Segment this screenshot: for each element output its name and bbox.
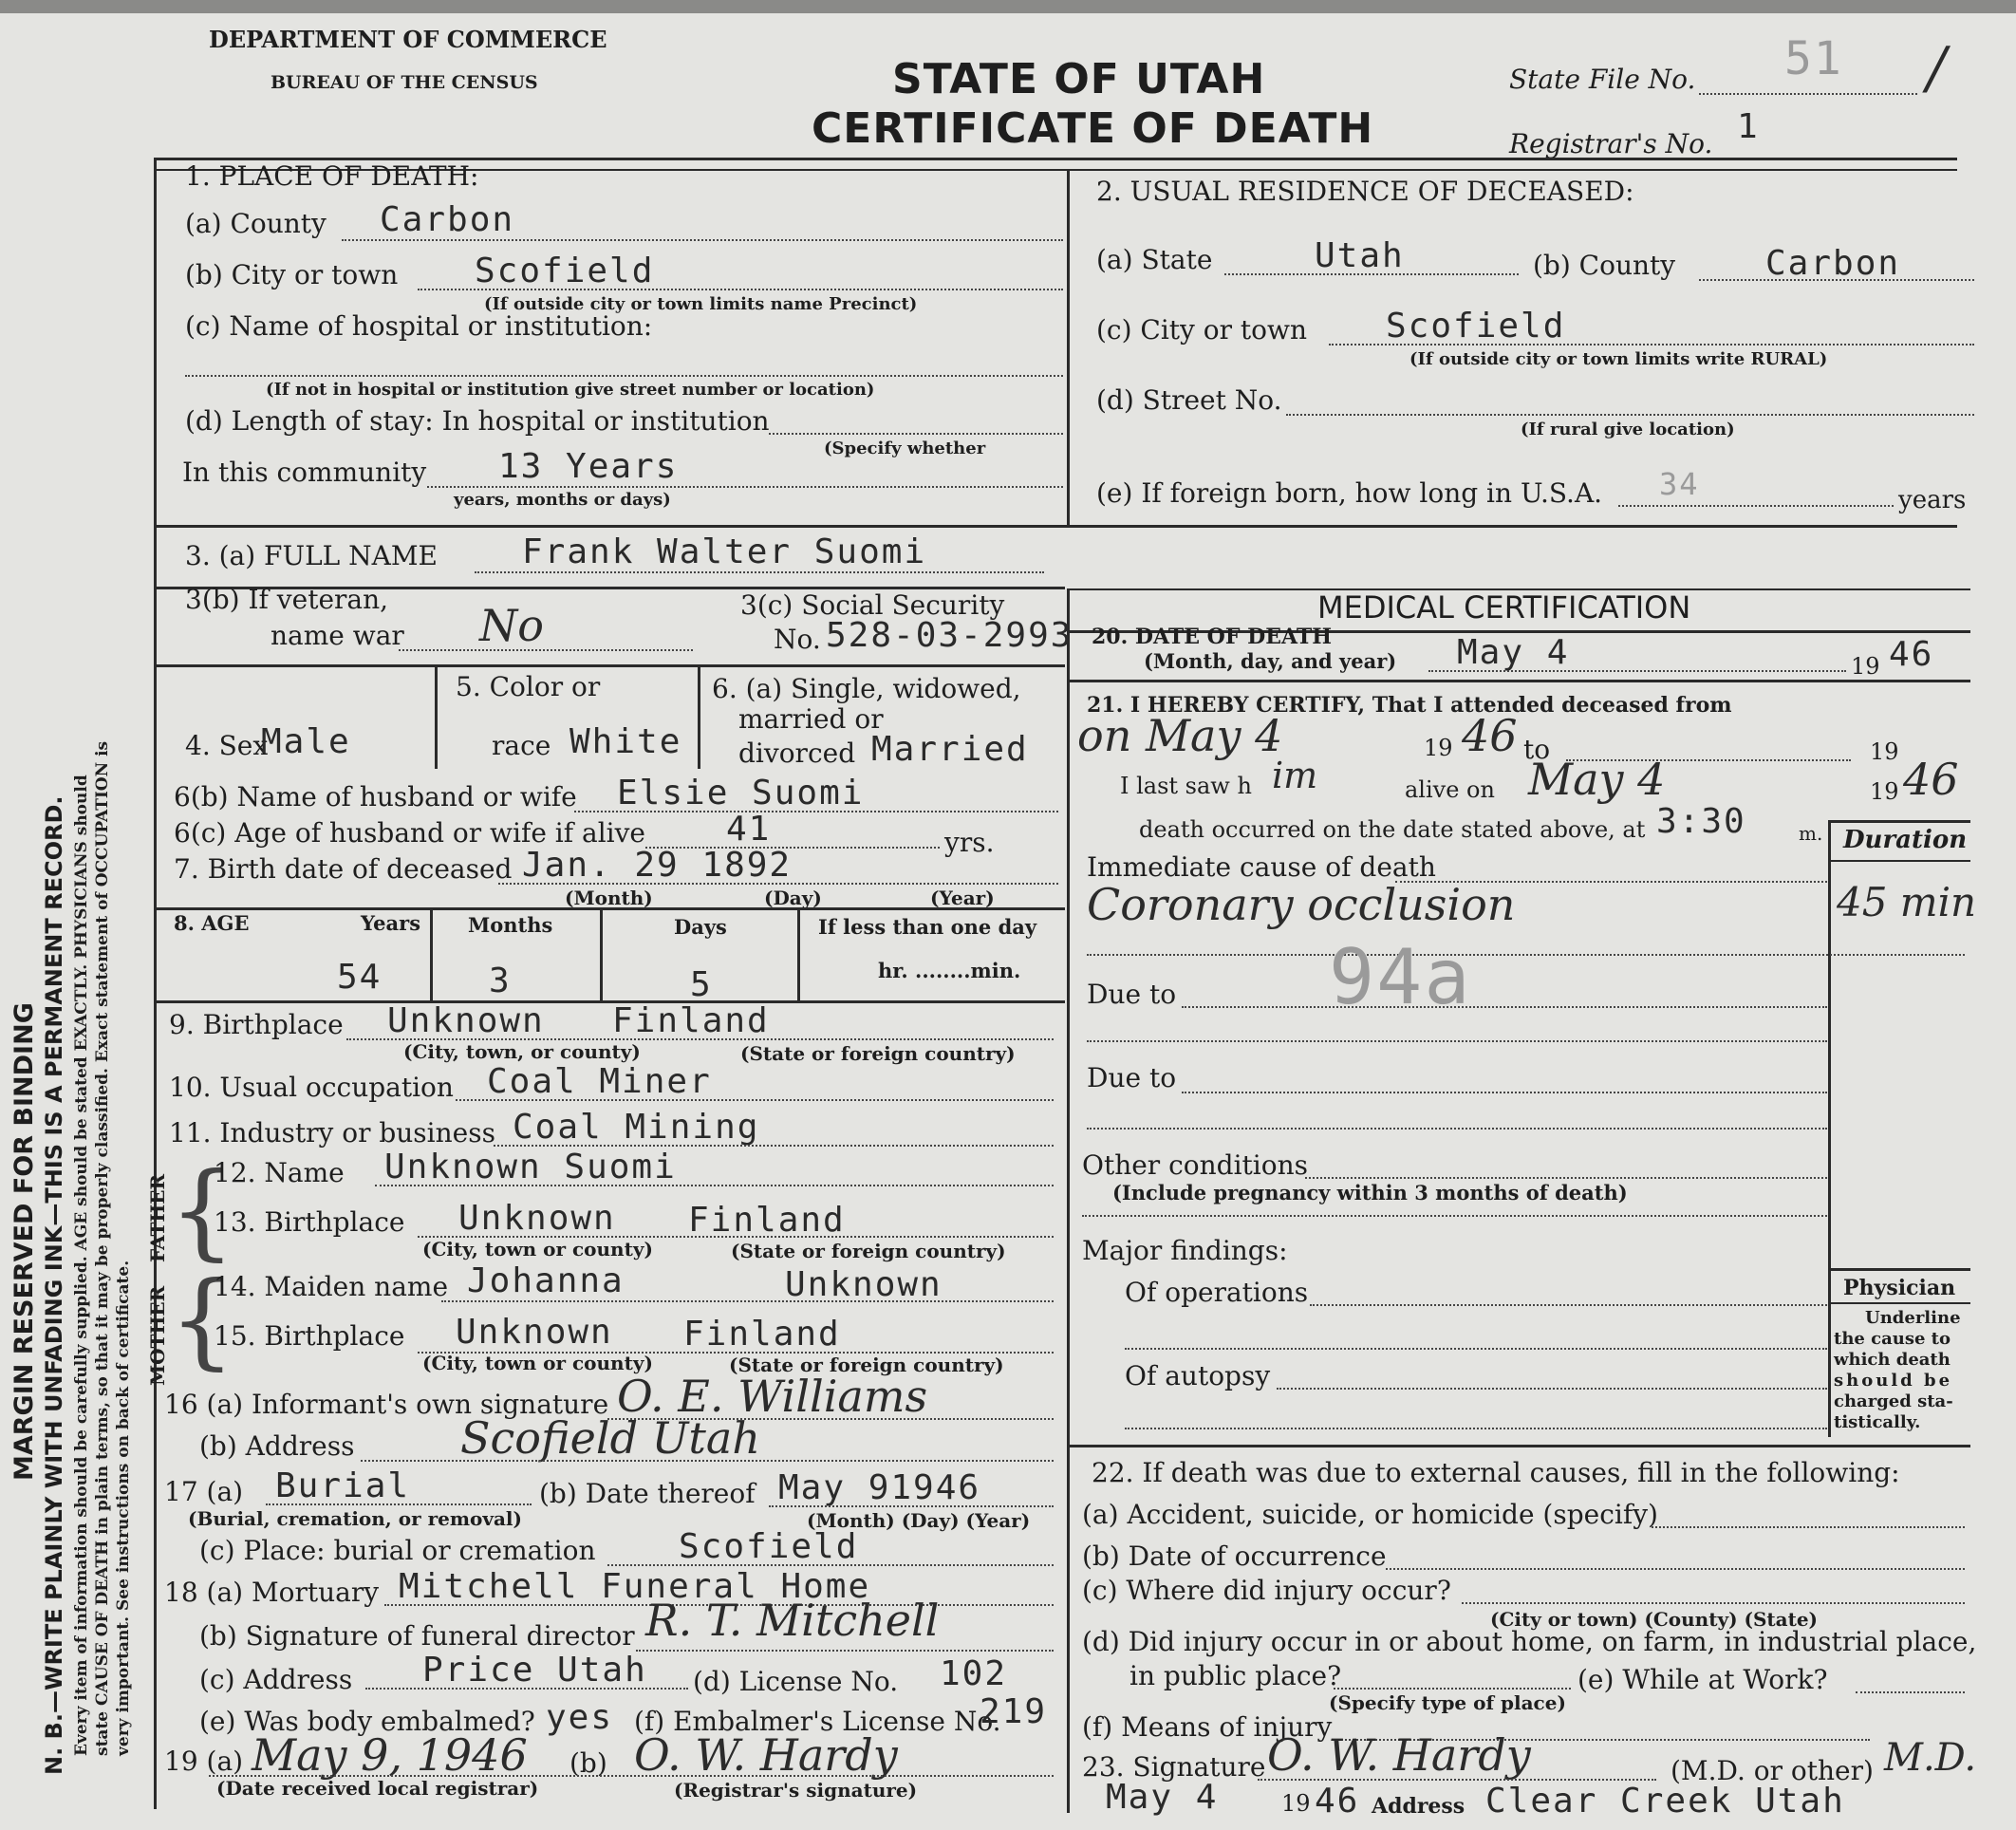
fd-address: Price Utah xyxy=(422,1651,647,1690)
burial-place: Scofield xyxy=(679,1527,859,1566)
res-foreign-line xyxy=(1618,505,1894,507)
res-state-label: (a) State xyxy=(1096,244,1213,275)
father-state-note: (State or foreign country) xyxy=(731,1240,1006,1262)
signature-line xyxy=(1258,1779,1656,1781)
birthplace-label: 9. Birthplace xyxy=(169,1009,344,1040)
mother-city-note: (City, town or county) xyxy=(422,1352,653,1374)
res-county: Carbon xyxy=(1765,244,1901,283)
physician-heading: Physician xyxy=(1843,1276,1956,1300)
marital-label-2: married or xyxy=(738,703,884,735)
occupation-value: Coal Miner xyxy=(487,1062,712,1101)
license-label: (d) License No. xyxy=(693,1666,899,1697)
autopsy-label: Of autopsy xyxy=(1125,1360,1271,1391)
physician-note-3: should be xyxy=(1834,1371,1953,1391)
embalmed-value: yes xyxy=(546,1698,614,1737)
mortuary-value: Mitchell Funeral Home xyxy=(399,1567,871,1606)
occupation-line xyxy=(456,1099,1054,1101)
father-birth-country: Finland xyxy=(688,1201,846,1240)
place-community-line xyxy=(427,486,1063,488)
place-community-label: In this community xyxy=(182,457,427,488)
physician-note-1: the cause to xyxy=(1834,1329,1951,1349)
external-d-label: (d) Did injury occur in or about home, on farm, in industrial place, xyxy=(1082,1626,1977,1657)
res-street-label: (d) Street No. xyxy=(1096,384,1282,416)
external-c-line xyxy=(1462,1602,1965,1604)
fd-address-line xyxy=(365,1688,688,1690)
external-a-line xyxy=(1652,1526,1965,1528)
res-years-label: years xyxy=(1898,486,1967,514)
age-less-label: If less than one day xyxy=(818,915,1037,939)
immediate-cause: Coronary occlusion xyxy=(1087,879,1516,930)
mother-state-note: (State or foreign country) xyxy=(729,1354,1004,1376)
age-years-label: Years xyxy=(361,911,421,935)
external-e-line xyxy=(1856,1691,1965,1693)
mortuary-label: 18 (a) Mortuary xyxy=(164,1577,380,1608)
received-date: May 9, 1946 xyxy=(252,1729,528,1781)
last-saw-him: im xyxy=(1272,755,1318,796)
veteran-label-2: name war xyxy=(271,620,404,651)
state-title: STATE OF UTAH xyxy=(892,55,1266,103)
color-label-2: race xyxy=(492,730,551,761)
father-birth-city: Unknown xyxy=(458,1199,616,1238)
burial-value: Burial xyxy=(275,1466,411,1505)
state-file-label: State File No. xyxy=(1509,64,1696,95)
attended-from: on May 4 xyxy=(1077,710,1283,761)
duration-col-top xyxy=(1828,820,1970,823)
signature-label: 23. Signature xyxy=(1082,1751,1266,1783)
full-name-label: 3. (a) FULL NAME xyxy=(185,540,438,571)
dod-note: (Month, day, and year) xyxy=(1144,649,1397,673)
registrar-no-label: Registrar's No. xyxy=(1509,128,1713,159)
physician-note-4: charged sta- xyxy=(1834,1391,1953,1411)
physician-note-0: Underline xyxy=(1865,1308,1961,1328)
mother-last: Unknown xyxy=(785,1265,943,1304)
res-city: Scofield xyxy=(1386,307,1566,345)
sex-label: 4. Sex xyxy=(185,730,269,761)
mother-maiden-line xyxy=(441,1300,1054,1302)
registrar-note: (Registrar's signature) xyxy=(674,1779,918,1802)
mother-birth-city: Unknown xyxy=(456,1313,613,1352)
age-box-top xyxy=(154,907,1065,910)
due2-line-2 xyxy=(1087,1128,1827,1130)
operations-line xyxy=(1310,1304,1827,1306)
last-saw-label: I last saw h xyxy=(1120,773,1252,799)
date-thereof-label: (b) Date thereof xyxy=(539,1478,756,1509)
margin-instructions-1: Every item of information should be carefully supplied. AGE should be stated EXACTLY. PHYSICIANS should xyxy=(72,775,91,1756)
birth-value: Jan. 29 1892 xyxy=(522,846,793,885)
external-b-line xyxy=(1386,1568,1965,1570)
place-city: Scofield xyxy=(475,252,655,290)
age-days: 5 xyxy=(690,965,713,1004)
immediate-line-2 xyxy=(1087,954,1965,956)
external-b-label: (b) Date of occurrence xyxy=(1082,1541,1387,1572)
scan-edge xyxy=(0,0,2016,13)
marital-label-3: divorced xyxy=(738,738,856,769)
state-file-line xyxy=(1699,93,1917,95)
ssn-label-1: 3(c) Social Security xyxy=(740,589,1005,621)
color-label-1: 5. Color or xyxy=(456,671,601,702)
father-brace: { xyxy=(169,1149,235,1271)
age-divider-3 xyxy=(797,909,800,1000)
due1-line xyxy=(1182,1006,1827,1008)
embalmer-label: (f) Embalmer's License No. xyxy=(634,1706,1001,1737)
color-divider xyxy=(698,666,700,769)
margin-instructions-2: state CAUSE OF DEATH in plain terms, so that it may be properly classified. Exact statement of OCCUPATION is xyxy=(93,740,112,1756)
to-year-prefix: 19 xyxy=(1870,738,1899,765)
ssn-label-2: No. xyxy=(774,624,821,655)
other-note: (Include pregnancy within 3 months of death) xyxy=(1112,1181,1628,1204)
res-city-label: (c) City or town xyxy=(1096,314,1308,345)
dod-value: May 4 xyxy=(1457,633,1570,672)
to-label: to xyxy=(1523,734,1551,765)
alive-year: 46 xyxy=(1903,754,1959,805)
place-hospital-label: (c) Name of hospital or institution: xyxy=(185,310,653,342)
age-days-label: Days xyxy=(674,915,727,939)
age-months-label: Months xyxy=(468,913,553,937)
external-heading: 22. If death was due to external causes, fill in the following: xyxy=(1092,1457,1900,1488)
sig-year-prefix: 19 xyxy=(1281,1790,1311,1817)
informant-label: 16 (a) Informant's own signature xyxy=(164,1389,609,1420)
spouse-value: Elsie Suomi xyxy=(617,774,865,812)
place-specify-note: (Specify whether xyxy=(824,439,986,458)
res-county-label: (b) County xyxy=(1533,250,1676,281)
place-community-note: years, months or days) xyxy=(454,490,671,510)
father-name-line xyxy=(375,1185,1054,1186)
md-label: (M.D. or other) xyxy=(1671,1755,1874,1786)
informant-address-line xyxy=(361,1460,1054,1462)
age-label: 8. AGE xyxy=(174,911,250,935)
operations-label: Of operations xyxy=(1125,1277,1309,1308)
birth-label: 7. Birth date of deceased xyxy=(174,853,513,885)
age-divider-2 xyxy=(600,909,603,1000)
from-year-prefix: 19 xyxy=(1424,735,1453,761)
operations-line-2 xyxy=(1125,1348,1827,1350)
date-thereof-note: (Month) (Day) (Year) xyxy=(807,1509,1031,1532)
yrs-label: yrs. xyxy=(944,827,995,858)
date-thereof-line xyxy=(769,1505,1054,1507)
external-c-note: (City or town) (County) (State) xyxy=(1490,1608,1819,1631)
spouse-age-label: 6(c) Age of husband or wife if alive xyxy=(174,817,645,849)
place-county-line xyxy=(342,239,1063,241)
duration-col-left xyxy=(1828,820,1831,1437)
age-hrmin: hr. ........min. xyxy=(878,959,1021,982)
occupation-label: 10. Usual occupation xyxy=(169,1072,454,1103)
res-foreign: 34 xyxy=(1659,466,1700,502)
due2-label: Due to xyxy=(1087,1062,1177,1093)
medical-bottom xyxy=(1069,1445,1970,1447)
res-street-line xyxy=(1286,414,1974,416)
duration-col-sep xyxy=(1828,860,1970,862)
margin-instructions-3: very important. See instructions on back of certificate. xyxy=(114,1260,133,1756)
external-d-note: (Specify type of place) xyxy=(1329,1691,1566,1714)
res-state-line xyxy=(1224,273,1519,275)
father-birth-label: 13. Birthplace xyxy=(214,1206,405,1238)
place-hospital-note: (If not in hospital or institution give street number or location) xyxy=(266,380,875,400)
physician-note-2: which death xyxy=(1834,1350,1951,1370)
spouse-age: 41 xyxy=(726,810,772,849)
received-label: 19 (a) xyxy=(164,1746,244,1777)
burial-place-label: (c) Place: burial or cremation xyxy=(199,1535,596,1566)
mother-side-label: MOTHER xyxy=(146,1285,169,1386)
place-hospital-line xyxy=(185,375,1063,377)
dod-label: 20. DATE OF DEATH xyxy=(1092,625,1332,649)
industry-label: 11. Industry or business xyxy=(169,1117,495,1148)
external-c-label: (c) Where did injury occur? xyxy=(1082,1575,1451,1606)
certify-label: 21. I HEREBY CERTIFY, That I attended deceased from xyxy=(1087,693,1732,718)
father-city-note: (City, town or county) xyxy=(422,1238,653,1260)
duration-label: Duration xyxy=(1843,826,1968,854)
dod-bottom xyxy=(1069,680,1970,682)
frame-left xyxy=(154,158,157,1809)
md-value: M.D. xyxy=(1884,1736,1977,1780)
res-city-note: (If outside city or town limits write RURAL) xyxy=(1409,349,1828,369)
father-name-label: 12. Name xyxy=(214,1157,345,1188)
age-years: 54 xyxy=(337,958,383,997)
industry-value: Coal Mining xyxy=(513,1108,760,1147)
sex-value: Male xyxy=(261,722,351,761)
father-side-label: FATHER xyxy=(146,1173,169,1262)
full-name-line xyxy=(475,571,1044,573)
birthplace-country: Finland xyxy=(612,1001,770,1040)
color-value: White xyxy=(569,722,682,761)
immediate-label: Immediate cause of death xyxy=(1087,851,1436,883)
mother-birth-label: 15. Birthplace xyxy=(214,1320,405,1352)
ssn-value: 528-03-2993 xyxy=(826,616,1073,655)
major-label: Major findings: xyxy=(1082,1235,1288,1266)
m-label: m. xyxy=(1799,822,1823,845)
director-label: (b) Signature of funeral director xyxy=(199,1620,635,1652)
mother-brace: { xyxy=(169,1259,235,1380)
director-signature: R. T. Mitchell xyxy=(645,1595,940,1646)
place-city-label: (b) City or town xyxy=(185,259,399,290)
signature-date: May 4 xyxy=(1106,1778,1219,1817)
sig-address-label: Address xyxy=(1372,1794,1465,1819)
burial-place-line xyxy=(607,1564,1054,1566)
autopsy-line-2 xyxy=(1125,1428,1827,1429)
external-d-line xyxy=(1334,1688,1571,1690)
place-heading: 1. PLACE OF DEATH: xyxy=(185,160,479,192)
physician-note-5: tistically. xyxy=(1834,1412,1921,1432)
birthplace-state-note: (State or foreign country) xyxy=(740,1042,1016,1065)
registrar-sig-label: (b) xyxy=(569,1747,607,1779)
place-stay-label: (d) Length of stay: In hospital or institution xyxy=(185,405,770,437)
place-stay-line xyxy=(769,433,1063,435)
birth-month-note: (Month) xyxy=(565,887,653,909)
physician-box-sep xyxy=(1828,1302,1970,1304)
res-street-note: (If rural give location) xyxy=(1521,420,1735,439)
informant-address-label: (b) Address xyxy=(199,1430,355,1462)
due2-line xyxy=(1182,1092,1827,1093)
place-county: Carbon xyxy=(380,200,515,239)
residence-heading: 2. USUAL RESIDENCE OF DECEASED: xyxy=(1096,176,1634,207)
other-line xyxy=(1305,1177,1827,1179)
state-file-value: 51 xyxy=(1784,32,1843,85)
alive-label: alive on xyxy=(1405,776,1495,803)
physician-signature: O. W. Hardy xyxy=(1267,1729,1531,1781)
full-name: Frank Walter Suomi xyxy=(522,532,927,571)
physician-box-top xyxy=(1828,1268,1970,1271)
autopsy-line xyxy=(1277,1388,1827,1390)
informant-signature: O. E. Williams xyxy=(617,1371,928,1422)
external-a-label: (a) Accident, suicide, or homicide (specify) xyxy=(1082,1499,1658,1530)
ssn-row-bottom xyxy=(154,664,1065,667)
time-value: 3:30 xyxy=(1656,802,1746,841)
burial-line xyxy=(266,1503,532,1505)
mother-first: Johanna xyxy=(467,1261,625,1300)
mother-birth-country: Finland xyxy=(683,1315,841,1354)
margin-binding-note: MARGIN RESERVED FOR BINDING xyxy=(9,1002,39,1481)
registrar-no-value: 1 xyxy=(1737,107,1760,146)
spouse-label: 6(b) Name of husband or wife xyxy=(174,781,577,812)
place-city-note: (If outside city or town limits name Precinct) xyxy=(484,294,918,314)
duration-value: 45 min xyxy=(1837,879,1977,925)
res-state: Utah xyxy=(1315,236,1405,275)
fd-address-label: (c) Address xyxy=(199,1664,353,1695)
occurred-label: death occurred on the date stated above, at xyxy=(1139,816,1646,843)
other-label: Other conditions xyxy=(1082,1149,1309,1181)
spouse-line xyxy=(574,811,1058,812)
father-name: Unknown Suomi xyxy=(384,1148,677,1186)
place-community: 13 Years xyxy=(498,447,679,486)
informant-address: Scofield Utah xyxy=(460,1412,760,1464)
date-thereof: May 91946 xyxy=(778,1468,981,1507)
sex-divider xyxy=(435,666,438,769)
section-1-bottom xyxy=(154,525,1957,528)
sig-year: 46 xyxy=(1315,1782,1360,1821)
margin-ink-note: N. B.—WRITE PLAINLY WITH UNFADING INK—THIS IS A PERMANENT RECORD. xyxy=(41,795,67,1775)
burial-label: 17 (a) xyxy=(164,1476,244,1507)
res-foreign-label: (e) If foreign born, how long in U.S.A. xyxy=(1096,477,1603,509)
alive-year-prefix: 19 xyxy=(1870,778,1899,805)
age-box-bottom xyxy=(154,1000,1065,1003)
marital-value: Married xyxy=(871,730,1029,769)
license-value: 102 xyxy=(940,1654,1008,1693)
birthplace-city: Unknown xyxy=(387,1001,545,1040)
veteran-value: No xyxy=(479,600,544,651)
embalmer-value: 219 xyxy=(980,1692,1048,1731)
external-d-label-2: in public place? xyxy=(1129,1660,1342,1691)
industry-line xyxy=(494,1145,1054,1147)
external-e-label: (e) While at Work? xyxy=(1577,1664,1828,1695)
birth-day-note: (Day) xyxy=(764,887,822,909)
birth-year-note: (Year) xyxy=(930,887,995,909)
age-divider-1 xyxy=(430,909,433,1000)
dod-year-prefix: 19 xyxy=(1851,653,1880,680)
certificate-title: CERTIFICATE OF DEATH xyxy=(812,104,1374,153)
birthplace-city-note: (City, town, or county) xyxy=(403,1040,641,1063)
place-county-label: (a) County xyxy=(185,208,327,239)
bureau-label: BUREAU OF THE CENSUS xyxy=(271,72,538,93)
received-note: (Date received local registrar) xyxy=(216,1777,539,1800)
veteran-label-1: 3(b) If veteran, xyxy=(185,584,389,615)
age-months: 3 xyxy=(489,962,512,1000)
center-divider-bottom xyxy=(1067,588,1070,1813)
medical-heading: MEDICAL CERTIFICATION xyxy=(1317,589,1691,626)
res-city-line xyxy=(1329,344,1974,345)
due1-line-2 xyxy=(1087,1040,1827,1042)
alive-on: May 4 xyxy=(1528,754,1666,805)
burial-note: (Burial, cremation, or removal) xyxy=(188,1507,522,1530)
mother-maiden-label: 14. Maiden name xyxy=(214,1271,449,1302)
sig-address: Clear Creek Utah xyxy=(1485,1782,1845,1821)
registrar-signature: O. W. Hardy xyxy=(634,1729,898,1781)
director-line xyxy=(636,1650,1054,1652)
place-city-line xyxy=(418,289,1063,290)
other-line-2 xyxy=(1082,1215,1827,1217)
center-divider-top xyxy=(1067,169,1070,525)
res-county-line xyxy=(1699,279,1974,281)
embalmed-label: (e) Was body embalmed? xyxy=(199,1706,535,1737)
code-value: 94a xyxy=(1329,933,1472,1021)
check-mark: / xyxy=(1927,35,1947,102)
dod-year: 46 xyxy=(1889,635,1934,674)
department-label: DEPARTMENT OF COMMERCE xyxy=(209,26,607,53)
from-year: 46 xyxy=(1462,710,1518,761)
external-f-label: (f) Means of injury xyxy=(1082,1711,1333,1743)
veteran-line xyxy=(399,649,693,651)
birth-line xyxy=(498,883,1058,885)
due1-label: Due to xyxy=(1087,979,1177,1010)
marital-label-1: 6. (a) Single, widowed, xyxy=(712,673,1021,704)
dod-line xyxy=(1428,670,1846,672)
